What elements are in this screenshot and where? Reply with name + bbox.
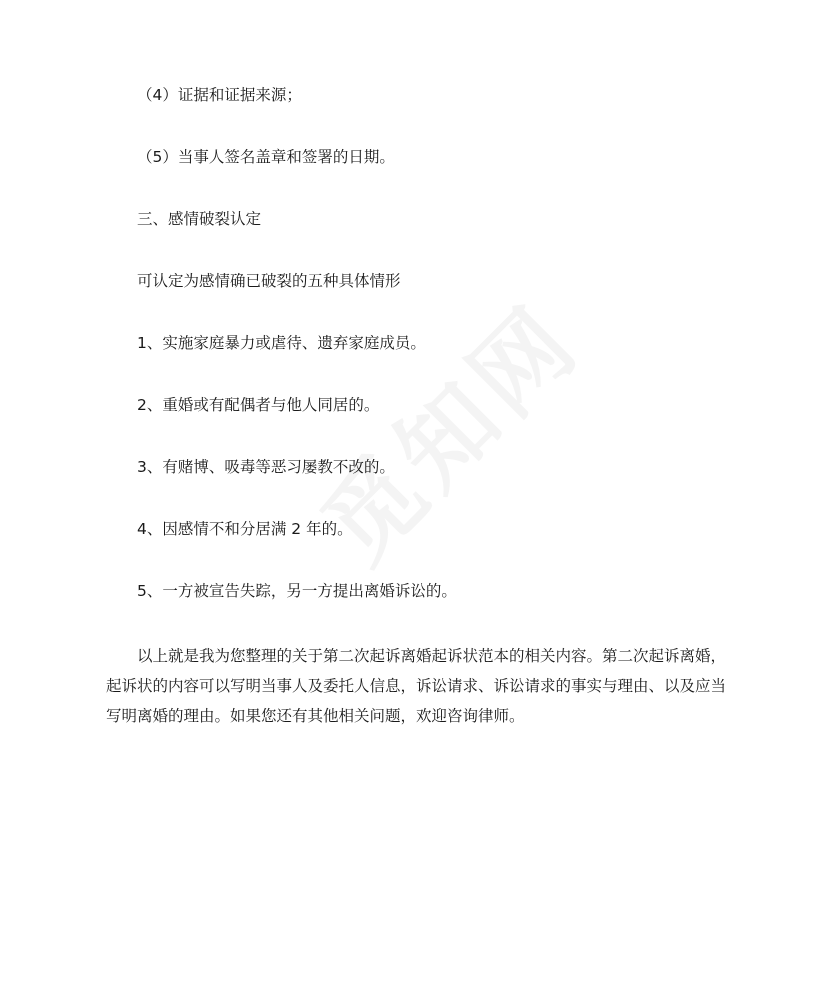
- signature-item: （5）当事人签名盖章和签署的日期。: [137, 148, 395, 166]
- evidence-item: （4）证据和证据来源；: [137, 86, 302, 104]
- summary-text: 以上就是我为您整理的关于第二次起诉离婚起诉状范本的相关内容。第二次起诉离婚，起诉状的内容可以写明当事人及委托人信息，诉讼请求、诉讼请求的事实与理由、以及应当写明离婚的理由。如果您还有其他相关问题，欢迎咨询律师。: [106, 647, 727, 725]
- list-item: 3、有赌博、吸毒等恶习屡教不改的。: [137, 458, 395, 476]
- list-item: 2、重婚或有配偶者与他人同居的。: [137, 396, 380, 414]
- section-heading: 三、感情破裂认定: [137, 210, 262, 228]
- watermark: [287, 270, 604, 587]
- summary-paragraph: [106, 641, 726, 731]
- situations-intro: 可认定为感情确已破裂的五种具体情形: [137, 272, 401, 290]
- list-item: 4、因感情不和分居满 2 年的。: [137, 520, 353, 538]
- list-item: 5、一方被宣告失踪，另一方提出离婚诉讼的。: [137, 582, 457, 600]
- list-item: 1、实施家庭暴力或虐待、遗弃家庭成员。: [137, 334, 426, 352]
